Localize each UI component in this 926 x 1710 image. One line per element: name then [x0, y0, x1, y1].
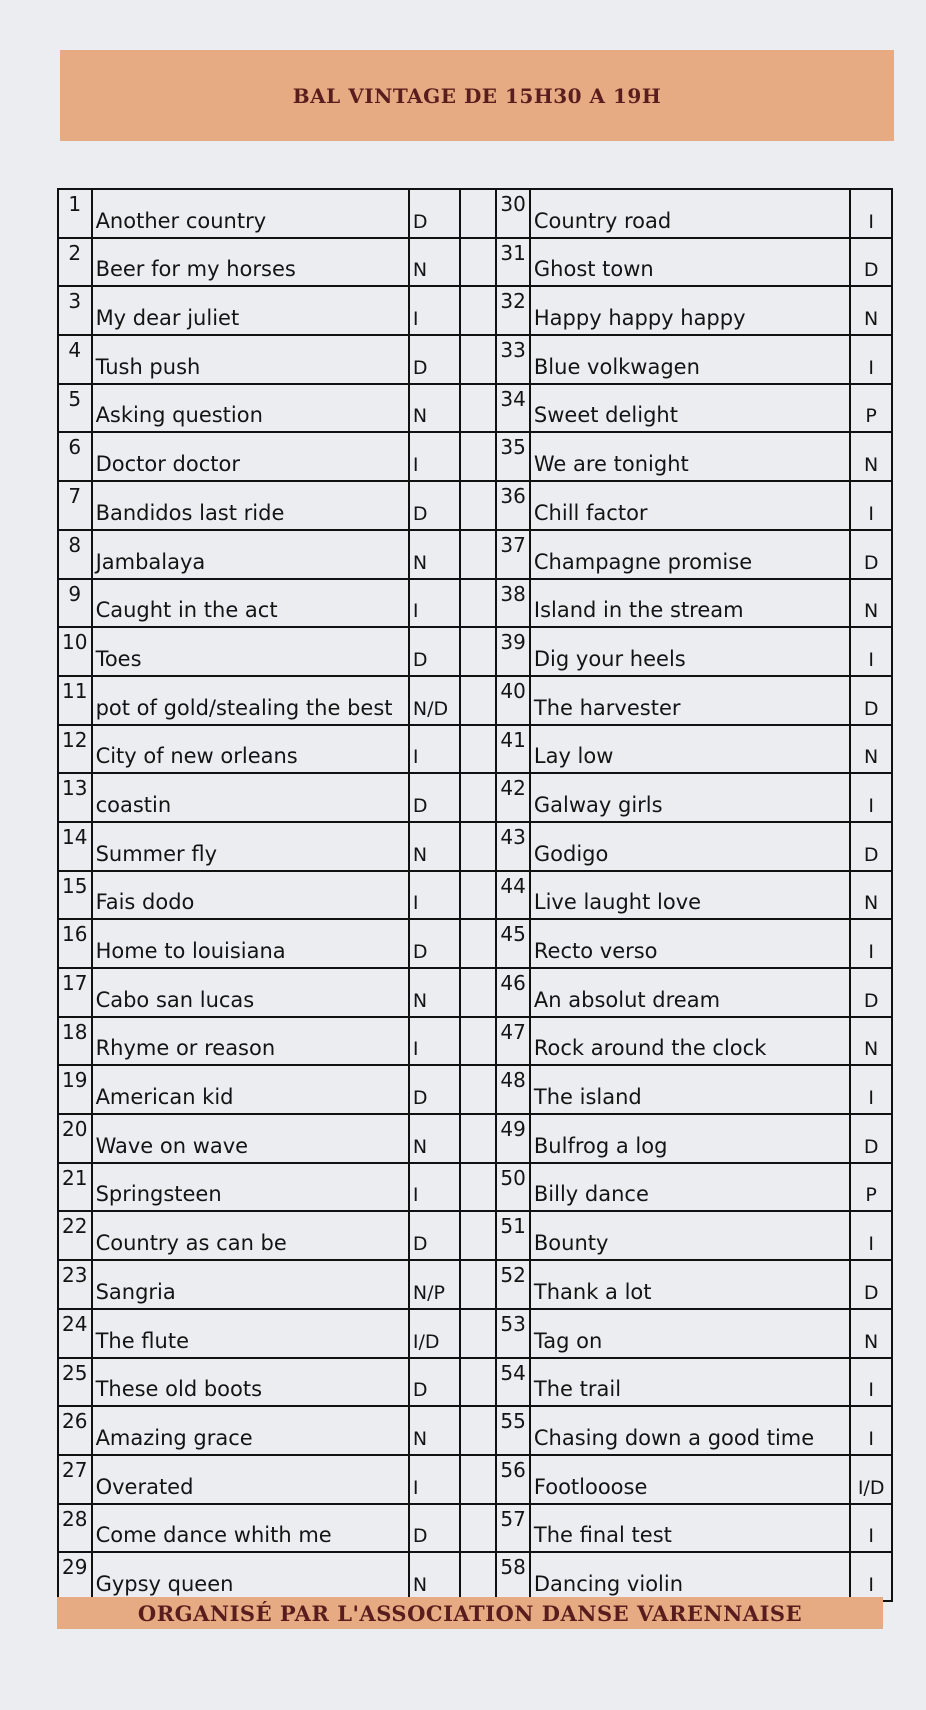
dance-level-code: I — [409, 432, 460, 481]
table-row — [58, 1406, 892, 1455]
footer-banner — [57, 1597, 883, 1629]
dance-level-code: I — [409, 725, 460, 774]
song-number: 54 — [496, 1358, 530, 1407]
empty-cell — [460, 1114, 497, 1163]
song-number: 15 — [58, 871, 92, 920]
dance-level-code: I — [850, 335, 892, 384]
dance-level-code: D — [850, 1260, 892, 1309]
dance-level-code: N/D — [409, 676, 460, 725]
empty-cell — [460, 773, 497, 822]
song-number: 35 — [496, 432, 530, 481]
song-title: Springsteen — [92, 1163, 409, 1212]
table-row — [58, 1114, 892, 1163]
song-number: 30 — [496, 189, 530, 238]
song-title: American kid — [92, 1065, 409, 1114]
song-title: Galway girls — [530, 773, 850, 822]
page-title: BAL VINTAGE DE 15H30 A 19H — [292, 83, 662, 108]
table-row — [58, 432, 892, 481]
table-row — [58, 676, 892, 725]
song-title: Country as can be — [92, 1211, 409, 1260]
song-title: Another country — [92, 189, 409, 238]
song-title: Overated — [92, 1455, 409, 1504]
song-number: 50 — [496, 1163, 530, 1212]
dance-level-code: N — [850, 871, 892, 920]
dance-level-code: D — [409, 1358, 460, 1407]
song-number: 1 — [58, 189, 92, 238]
empty-cell — [460, 1504, 497, 1553]
song-number: 25 — [58, 1358, 92, 1407]
dance-level-code: D — [850, 1114, 892, 1163]
dance-level-code: I — [850, 1504, 892, 1553]
song-title: Recto verso — [530, 919, 850, 968]
table-row — [58, 1309, 892, 1358]
table-row — [58, 773, 892, 822]
dance-level-code: D — [409, 627, 460, 676]
empty-cell — [460, 286, 497, 335]
table-row — [58, 725, 892, 774]
dance-level-code: D — [409, 1211, 460, 1260]
table-row — [58, 1163, 892, 1212]
song-number: 53 — [496, 1309, 530, 1358]
song-title: Doctor doctor — [92, 432, 409, 481]
dance-level-code: D — [409, 481, 460, 530]
song-title: Amazing grace — [92, 1406, 409, 1455]
song-title: The island — [530, 1065, 850, 1114]
empty-cell — [460, 384, 497, 433]
song-title: Live laught love — [530, 871, 850, 920]
song-number: 22 — [58, 1211, 92, 1260]
song-title: coastin — [92, 773, 409, 822]
dance-level-code: D — [850, 676, 892, 725]
song-title: Country road — [530, 189, 850, 238]
dance-level-code: N — [850, 579, 892, 628]
song-title: The trail — [530, 1358, 850, 1407]
song-title: Sweet delight — [530, 384, 850, 433]
dance-level-code: I — [409, 871, 460, 920]
song-title: Rhyme or reason — [92, 1017, 409, 1066]
song-number: 52 — [496, 1260, 530, 1309]
song-title: City of new orleans — [92, 725, 409, 774]
song-number: 55 — [496, 1406, 530, 1455]
empty-cell — [460, 1211, 497, 1260]
song-title: Beer for my horses — [92, 238, 409, 287]
playlist-body — [58, 189, 892, 1601]
song-title: Home to louisiana — [92, 919, 409, 968]
table-row — [58, 1017, 892, 1066]
table-row — [58, 384, 892, 433]
song-title: Dig your heels — [530, 627, 850, 676]
song-number: 44 — [496, 871, 530, 920]
dance-level-code: I/D — [409, 1309, 460, 1358]
song-title: Wave on wave — [92, 1114, 409, 1163]
table-row — [58, 1358, 892, 1407]
song-number: 45 — [496, 919, 530, 968]
dance-level-code: I — [850, 1552, 892, 1601]
song-number: 51 — [496, 1211, 530, 1260]
dance-level-code: N/P — [409, 1260, 460, 1309]
song-number: 24 — [58, 1309, 92, 1358]
song-title: Jambalaya — [92, 530, 409, 579]
table-row — [58, 1260, 892, 1309]
song-title: Happy happy happy — [530, 286, 850, 335]
song-title: Rock around the clock — [530, 1017, 850, 1066]
header-banner — [60, 50, 894, 141]
dance-level-code: D — [409, 189, 460, 238]
song-title: We are tonight — [530, 432, 850, 481]
song-title: Gypsy queen — [92, 1552, 409, 1601]
dance-level-code: I — [850, 1358, 892, 1407]
song-number: 37 — [496, 530, 530, 579]
song-title: Island in the stream — [530, 579, 850, 628]
dance-level-code: I — [850, 627, 892, 676]
dance-level-code: N — [850, 1309, 892, 1358]
dance-level-code: I — [850, 1065, 892, 1114]
song-title: Lay low — [530, 725, 850, 774]
song-number: 57 — [496, 1504, 530, 1553]
song-number: 29 — [58, 1552, 92, 1601]
song-number: 19 — [58, 1065, 92, 1114]
dance-level-code: P — [850, 1163, 892, 1212]
song-number: 32 — [496, 286, 530, 335]
dance-level-code: D — [409, 335, 460, 384]
table-row — [58, 627, 892, 676]
dance-level-code: I — [850, 773, 892, 822]
table-row — [58, 1065, 892, 1114]
table-row — [58, 189, 892, 238]
song-title: Bounty — [530, 1211, 850, 1260]
dance-level-code: D — [409, 773, 460, 822]
song-number: 46 — [496, 968, 530, 1017]
song-number: 31 — [496, 238, 530, 287]
song-number: 41 — [496, 725, 530, 774]
empty-cell — [460, 335, 497, 384]
song-title: Sangria — [92, 1260, 409, 1309]
song-title: The final test — [530, 1504, 850, 1553]
song-title: Asking question — [92, 384, 409, 433]
dance-level-code: D — [409, 1065, 460, 1114]
song-number: 9 — [58, 579, 92, 628]
song-number: 17 — [58, 968, 92, 1017]
dance-level-code: D — [850, 822, 892, 871]
song-title: Footlooose — [530, 1455, 850, 1504]
empty-cell — [460, 822, 497, 871]
empty-cell — [460, 1017, 497, 1066]
song-number: 20 — [58, 1114, 92, 1163]
song-number: 34 — [496, 384, 530, 433]
dance-level-code: I — [850, 189, 892, 238]
song-title: The harvester — [530, 676, 850, 725]
dance-level-code: N — [409, 1406, 460, 1455]
table-row — [58, 968, 892, 1017]
dance-level-code: N — [409, 1552, 460, 1601]
table-row — [58, 919, 892, 968]
song-number: 18 — [58, 1017, 92, 1066]
dance-level-code: I — [850, 1406, 892, 1455]
song-title: Thank a lot — [530, 1260, 850, 1309]
song-number: 42 — [496, 773, 530, 822]
song-title: Ghost town — [530, 238, 850, 287]
empty-cell — [460, 1163, 497, 1212]
table-row — [58, 1455, 892, 1504]
dance-level-code: I — [409, 1163, 460, 1212]
table-row — [58, 238, 892, 287]
song-title: Tag on — [530, 1309, 850, 1358]
song-number: 14 — [58, 822, 92, 871]
empty-cell — [460, 968, 497, 1017]
table-row — [58, 335, 892, 384]
song-number: 16 — [58, 919, 92, 968]
song-title: These old boots — [92, 1358, 409, 1407]
song-number: 27 — [58, 1455, 92, 1504]
song-title: Toes — [92, 627, 409, 676]
song-number: 48 — [496, 1065, 530, 1114]
song-number: 2 — [58, 238, 92, 287]
song-number: 39 — [496, 627, 530, 676]
song-number: 11 — [58, 676, 92, 725]
dance-level-code: I — [850, 1211, 892, 1260]
song-title: Godigo — [530, 822, 850, 871]
song-number: 6 — [58, 432, 92, 481]
empty-cell — [460, 1358, 497, 1407]
song-number: 33 — [496, 335, 530, 384]
table-row — [58, 1211, 892, 1260]
dance-level-code: N — [409, 822, 460, 871]
song-title: Chill factor — [530, 481, 850, 530]
empty-cell — [460, 1406, 497, 1455]
song-title: Bulfrog a log — [530, 1114, 850, 1163]
dance-level-code: P — [850, 384, 892, 433]
song-number: 36 — [496, 481, 530, 530]
table-row — [58, 286, 892, 335]
song-number: 7 — [58, 481, 92, 530]
song-number: 13 — [58, 773, 92, 822]
song-number: 49 — [496, 1114, 530, 1163]
empty-cell — [460, 871, 497, 920]
song-number: 38 — [496, 579, 530, 628]
song-title: Tush push — [92, 335, 409, 384]
dance-level-code: N — [409, 968, 460, 1017]
song-number: 43 — [496, 822, 530, 871]
dance-level-code: N — [850, 725, 892, 774]
song-number: 26 — [58, 1406, 92, 1455]
dance-level-code: I — [409, 286, 460, 335]
dance-level-code: I/D — [850, 1455, 892, 1504]
song-number: 5 — [58, 384, 92, 433]
dance-level-code: N — [409, 238, 460, 287]
dance-level-code: D — [850, 968, 892, 1017]
empty-cell — [460, 1552, 497, 1601]
empty-cell — [460, 919, 497, 968]
dance-playlist-table — [57, 188, 893, 1602]
empty-cell — [460, 1065, 497, 1114]
empty-cell — [460, 579, 497, 628]
song-title: Billy dance — [530, 1163, 850, 1212]
song-title: The flute — [92, 1309, 409, 1358]
song-title: Bandidos last ride — [92, 481, 409, 530]
dance-level-code: I — [409, 1017, 460, 1066]
dance-level-code: I — [409, 1455, 460, 1504]
dance-level-code: D — [409, 919, 460, 968]
empty-cell — [460, 1309, 497, 1358]
dance-level-code: N — [850, 432, 892, 481]
dance-level-code: I — [850, 919, 892, 968]
dance-level-code: D — [850, 530, 892, 579]
song-title: Blue volkwagen — [530, 335, 850, 384]
song-number: 10 — [58, 627, 92, 676]
song-title: Dancing violin — [530, 1552, 850, 1601]
empty-cell — [460, 481, 497, 530]
song-number: 3 — [58, 286, 92, 335]
song-number: 58 — [496, 1552, 530, 1601]
song-title: pot of gold/stealing the best — [92, 676, 409, 725]
song-number: 28 — [58, 1504, 92, 1553]
table-row — [58, 579, 892, 628]
empty-cell — [460, 1260, 497, 1309]
dance-level-code: N — [850, 286, 892, 335]
dance-level-code: N — [409, 384, 460, 433]
song-title: Fais dodo — [92, 871, 409, 920]
empty-cell — [460, 530, 497, 579]
empty-cell — [460, 189, 497, 238]
song-title: Come dance whith me — [92, 1504, 409, 1553]
song-number: 21 — [58, 1163, 92, 1212]
song-number: 4 — [58, 335, 92, 384]
table-row — [58, 530, 892, 579]
table-row — [58, 822, 892, 871]
empty-cell — [460, 676, 497, 725]
table-row — [58, 1504, 892, 1553]
song-number: 47 — [496, 1017, 530, 1066]
dance-level-code: I — [850, 481, 892, 530]
empty-cell — [460, 432, 497, 481]
song-title: Champagne promise — [530, 530, 850, 579]
song-title: My dear juliet — [92, 286, 409, 335]
table-row — [58, 1552, 892, 1601]
empty-cell — [460, 627, 497, 676]
empty-cell — [460, 1455, 497, 1504]
organizer-credit: ORGANISÉ PAR L'ASSOCIATION DANSE VARENNAISE — [137, 1600, 803, 1626]
dance-level-code: D — [850, 238, 892, 287]
dance-level-code: N — [850, 1017, 892, 1066]
song-number: 23 — [58, 1260, 92, 1309]
song-title: An absolut dream — [530, 968, 850, 1017]
song-number: 8 — [58, 530, 92, 579]
song-number: 40 — [496, 676, 530, 725]
song-number: 56 — [496, 1455, 530, 1504]
empty-cell — [460, 725, 497, 774]
table-row — [58, 871, 892, 920]
dance-level-code: D — [409, 1504, 460, 1553]
song-title: Caught in the act — [92, 579, 409, 628]
song-title: Chasing down a good time — [530, 1406, 850, 1455]
empty-cell — [460, 238, 497, 287]
song-number: 12 — [58, 725, 92, 774]
dance-level-code: N — [409, 530, 460, 579]
dance-level-code: I — [409, 579, 460, 628]
dance-level-code: N — [409, 1114, 460, 1163]
table-row — [58, 481, 892, 530]
song-title: Cabo san lucas — [92, 968, 409, 1017]
song-title: Summer fly — [92, 822, 409, 871]
